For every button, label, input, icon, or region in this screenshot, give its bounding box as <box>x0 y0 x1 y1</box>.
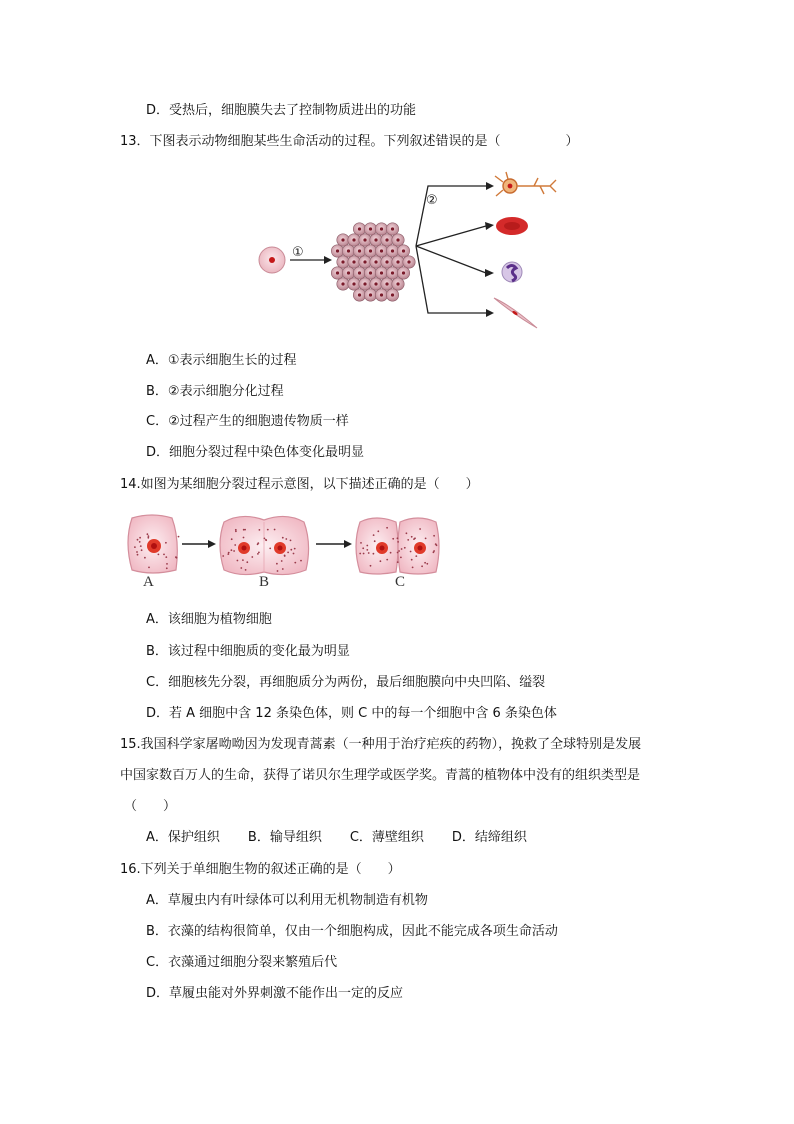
cytoplasm-dot <box>165 542 167 544</box>
red-blood-cell-icon <box>496 217 528 235</box>
cluster-cell-nucleus <box>374 238 377 241</box>
cytoplasm-dot <box>267 529 269 531</box>
cytoplasm-dot <box>237 560 239 562</box>
cytoplasm-dot <box>294 562 296 564</box>
cytoplasm-dot <box>276 563 278 565</box>
cluster-cell-nucleus <box>380 227 383 230</box>
cluster-cell-nucleus <box>347 249 350 252</box>
cluster-cell-nucleus <box>385 282 388 285</box>
cytoplasm-dot <box>285 538 287 540</box>
cytoplasm-dot <box>390 552 392 554</box>
cluster-cell-nucleus <box>358 293 361 296</box>
cytoplasm-dot <box>277 570 279 572</box>
q14-figure <box>120 510 470 595</box>
cytoplasm-dot <box>294 548 296 550</box>
label-a: A <box>143 574 154 590</box>
cytoplasm-dot <box>300 560 302 562</box>
cytoplasm-dot <box>406 532 408 534</box>
cytoplasm-dot <box>424 562 426 564</box>
cytoplasm-dot <box>392 538 394 540</box>
cytoplasm-dot <box>134 546 136 548</box>
cytoplasm-dot <box>147 533 149 535</box>
q15-option-a: A．保护组织 <box>146 830 220 845</box>
q13-figure <box>250 168 570 338</box>
cluster-cell-nucleus <box>341 260 344 263</box>
q15-options <box>146 828 555 848</box>
cytoplasm-dot <box>165 556 167 558</box>
label-c: C <box>395 574 406 590</box>
cytoplasm-dot <box>228 552 230 554</box>
cluster-cell-nucleus <box>369 227 372 230</box>
cytoplasm-dot <box>141 549 143 551</box>
cytoplasm-dot <box>243 537 245 539</box>
cytoplasm-dot <box>397 561 399 563</box>
cytoplasm-dot <box>433 550 435 552</box>
cluster-cell-nucleus <box>391 249 394 252</box>
cluster-cell-nucleus <box>336 249 339 252</box>
cytoplasm-dot <box>282 568 284 570</box>
arrow-b-c <box>316 540 352 548</box>
cluster-cell-nucleus <box>396 260 399 263</box>
q15-stem-line3: （ ） <box>124 799 177 814</box>
cell-cluster <box>331 223 415 301</box>
cluster-cell-nucleus <box>369 293 372 296</box>
cytoplasm-dot <box>137 554 139 556</box>
cytoplasm-dot <box>139 541 141 543</box>
cluster-cell-nucleus <box>352 282 355 285</box>
cytoplasm-dot <box>282 537 284 539</box>
neuron-icon <box>495 172 556 196</box>
cytoplasm-dot <box>359 553 361 555</box>
cluster-cell-nucleus <box>396 282 399 285</box>
cluster-cell-nucleus <box>385 260 388 263</box>
single-cell <box>259 247 285 273</box>
cluster-cell-nucleus <box>336 271 339 274</box>
cytoplasm-dot <box>407 539 409 541</box>
cytoplasm-dot <box>386 559 388 561</box>
cytoplasm-dot <box>245 569 247 571</box>
q13-option-b: B．②表示细胞分化过程 <box>146 384 284 399</box>
cytoplasm-dot <box>412 567 414 569</box>
cluster-cell-nucleus <box>380 249 383 252</box>
cytoplasm-dot <box>144 557 146 559</box>
cytoplasm-dot <box>231 538 233 540</box>
cytoplasm-dot <box>380 560 382 562</box>
cytoplasm-dot <box>148 567 150 569</box>
cytoplasm-dot <box>257 553 259 555</box>
cytoplasm-dot <box>231 549 233 551</box>
q15-option-d: D．结缔组织 <box>451 830 527 845</box>
q14-option-b: B．该过程中细胞质的变化最为明显 <box>146 644 350 659</box>
q13-option-d: D．细胞分裂过程中染色体变化最明显 <box>146 445 365 460</box>
cytoplasm-dot <box>400 557 402 559</box>
cytoplasm-dot <box>274 529 276 531</box>
cluster-cell-nucleus <box>358 227 361 230</box>
q12-option-d: D．受热后，细胞膜失去了控制物质进出的功能 <box>146 103 417 118</box>
cytoplasm-dot <box>366 549 368 551</box>
cytoplasm-dot <box>290 549 292 551</box>
cytoplasm-dot <box>281 560 283 562</box>
cytoplasm-dot <box>242 559 244 561</box>
cytoplasm-dot <box>264 538 266 540</box>
cytoplasm-dot <box>148 535 150 537</box>
cytoplasm-dot <box>435 543 437 545</box>
q15-option-c: C．薄壁组织 <box>349 830 424 845</box>
cytoplasm-dot <box>366 545 368 547</box>
arrow-a-b <box>182 540 216 548</box>
cluster-cell-nucleus <box>385 238 388 241</box>
cytoplasm-dot <box>373 534 375 536</box>
white-blood-cell-icon <box>502 262 522 282</box>
q14-option-d: D．若 A 细胞中含 12 条染色体，则 C 中的每一个细胞中含 6 条染色体 <box>146 706 557 721</box>
cytoplasm-dot <box>404 547 406 549</box>
cytoplasm-dot <box>233 550 235 552</box>
cluster-cell-nucleus <box>363 260 366 263</box>
q16-option-b: B．衣藻的结构很简单，仅由一个细胞构成，因此不能完成各项生命活动 <box>146 924 558 939</box>
cytoplasm-dot <box>370 565 372 567</box>
cluster-cell-nucleus <box>374 282 377 285</box>
cytoplasm-dot <box>401 548 403 550</box>
cluster-cell-nucleus <box>380 271 383 274</box>
cluster-cell-nucleus <box>374 260 377 263</box>
cytoplasm-dot <box>410 551 412 553</box>
label-b: B <box>259 574 270 590</box>
cell-a <box>128 515 177 573</box>
q16-stem: 16.下列关于单细胞生物的叙述正确的是（ ） <box>120 862 401 877</box>
cytoplasm-dot <box>397 541 399 543</box>
q13-option-a: A．①表示细胞生长的过程 <box>146 353 297 368</box>
cytoplasm-dot <box>360 542 362 544</box>
cluster-cell-nucleus <box>341 238 344 241</box>
cell-b <box>220 516 309 574</box>
cluster-cell-nucleus <box>369 271 372 274</box>
cytoplasm-dot <box>166 563 168 565</box>
cytoplasm-dot <box>411 536 413 538</box>
cell-c <box>356 518 439 574</box>
cytoplasm-dot <box>176 557 178 559</box>
cytoplasm-dot <box>136 551 138 553</box>
cluster-cell-nucleus <box>407 260 410 263</box>
cytoplasm-dot <box>290 540 292 542</box>
cytoplasm-dot <box>257 542 259 544</box>
cytoplasm-dot <box>426 563 428 565</box>
cluster-cell-nucleus <box>341 282 344 285</box>
cluster-cell-nucleus <box>391 271 394 274</box>
cytoplasm-dot <box>419 528 421 530</box>
cytoplasm-dot <box>166 567 168 569</box>
cluster-cell-nucleus <box>363 282 366 285</box>
q14-stem: 14.如图为某细胞分裂过程示意图，以下描述正确的是（ ） <box>120 477 479 492</box>
cytoplasm-dot <box>421 565 423 567</box>
cluster-cell-nucleus <box>358 249 361 252</box>
cluster-cell-nucleus <box>363 238 366 241</box>
cytoplasm-dot <box>377 530 379 532</box>
cytoplasm-dot <box>362 547 364 549</box>
q15-stem-line1: 15.我国科学家屠呦呦因为发现青蒿素（一种用于治疗疟疾的药物），挽救了全球特别是发展 <box>120 737 642 752</box>
cytoplasm-dot <box>397 537 399 539</box>
cytoplasm-dot <box>222 555 224 557</box>
q16-option-c: C．衣藻通过细胞分裂来繁殖后代 <box>146 955 338 970</box>
marker-2: ② <box>426 193 438 208</box>
cytoplasm-dot <box>246 561 248 563</box>
q13-option-c: C．②过程产生的细胞遗传物质一样 <box>146 414 349 429</box>
cluster-cell-nucleus <box>402 249 405 252</box>
cytoplasm-dot <box>415 555 417 557</box>
cytoplasm-dot <box>414 537 416 539</box>
cytoplasm-dot <box>287 552 289 554</box>
cluster-cell-nucleus <box>369 249 372 252</box>
cytoplasm-dot <box>163 554 165 556</box>
cytoplasm-dot <box>397 552 399 554</box>
cytoplasm-dot <box>140 545 142 547</box>
q14-option-c: C．细胞核先分裂，再细胞质分为两份，最后细胞膜向中央凹陷、缢裂 <box>146 675 546 690</box>
cytoplasm-dot <box>158 554 160 556</box>
cytoplasm-dot <box>251 556 253 558</box>
cytoplasm-dot <box>293 553 295 555</box>
cluster-cell-nucleus <box>391 227 394 230</box>
cytoplasm-dot <box>234 544 236 546</box>
cytoplasm-dot <box>178 536 180 538</box>
q16-option-a: A．草履虫内有叶绿体可以利用无机物制造有机物 <box>146 893 428 908</box>
cytoplasm-dot <box>433 535 435 537</box>
cluster-cell-nucleus <box>347 271 350 274</box>
cluster-cell-nucleus <box>402 271 405 274</box>
cytoplasm-dot <box>147 537 149 539</box>
cytoplasm-dot <box>137 539 139 541</box>
cytoplasm-dot <box>373 553 375 555</box>
cytoplasm-dot <box>265 539 267 541</box>
cytoplasm-dot <box>269 548 271 550</box>
cytoplasm-dot <box>235 529 237 531</box>
marker-1: ① <box>292 245 304 260</box>
cluster-cell-nucleus <box>352 238 355 241</box>
cytoplasm-dot <box>139 537 141 539</box>
cytoplasm-dot <box>398 550 400 552</box>
cluster-cell-nucleus <box>358 271 361 274</box>
cluster-cell-nucleus <box>380 293 383 296</box>
cytoplasm-dot <box>363 553 365 555</box>
q13-stem: 13．下图表示动物细胞某些生命活动的过程。下列叙述错误的是（ ） <box>120 134 579 149</box>
cytoplasm-dot <box>259 529 261 531</box>
q15-stem-line2: 中国家数百万人的生命，获得了诺贝尔生理学或医学奖。青蒿的植物体中没有的组织类型是 <box>120 768 641 783</box>
muscle-cell-icon <box>494 298 537 328</box>
cytoplasm-dot <box>243 529 245 531</box>
q15-option-b: B．输导组织 <box>247 830 322 845</box>
cytoplasm-dot <box>411 559 413 561</box>
cytoplasm-dot <box>258 552 260 554</box>
cytoplasm-dot <box>240 567 242 569</box>
cytoplasm-dot <box>374 540 376 542</box>
cluster-cell-nucleus <box>391 293 394 296</box>
q14-option-a: A．该细胞为植物细胞 <box>146 612 272 627</box>
cluster-cell-nucleus <box>396 238 399 241</box>
cytoplasm-dot <box>368 552 370 554</box>
cytoplasm-dot <box>386 527 388 529</box>
cluster-cell-nucleus <box>352 260 355 263</box>
cytoplasm-dot <box>284 555 286 557</box>
q16-option-d: D．草履虫能对外界刺激不能作出一定的反应 <box>146 986 404 1001</box>
cytoplasm-dot <box>425 538 427 540</box>
